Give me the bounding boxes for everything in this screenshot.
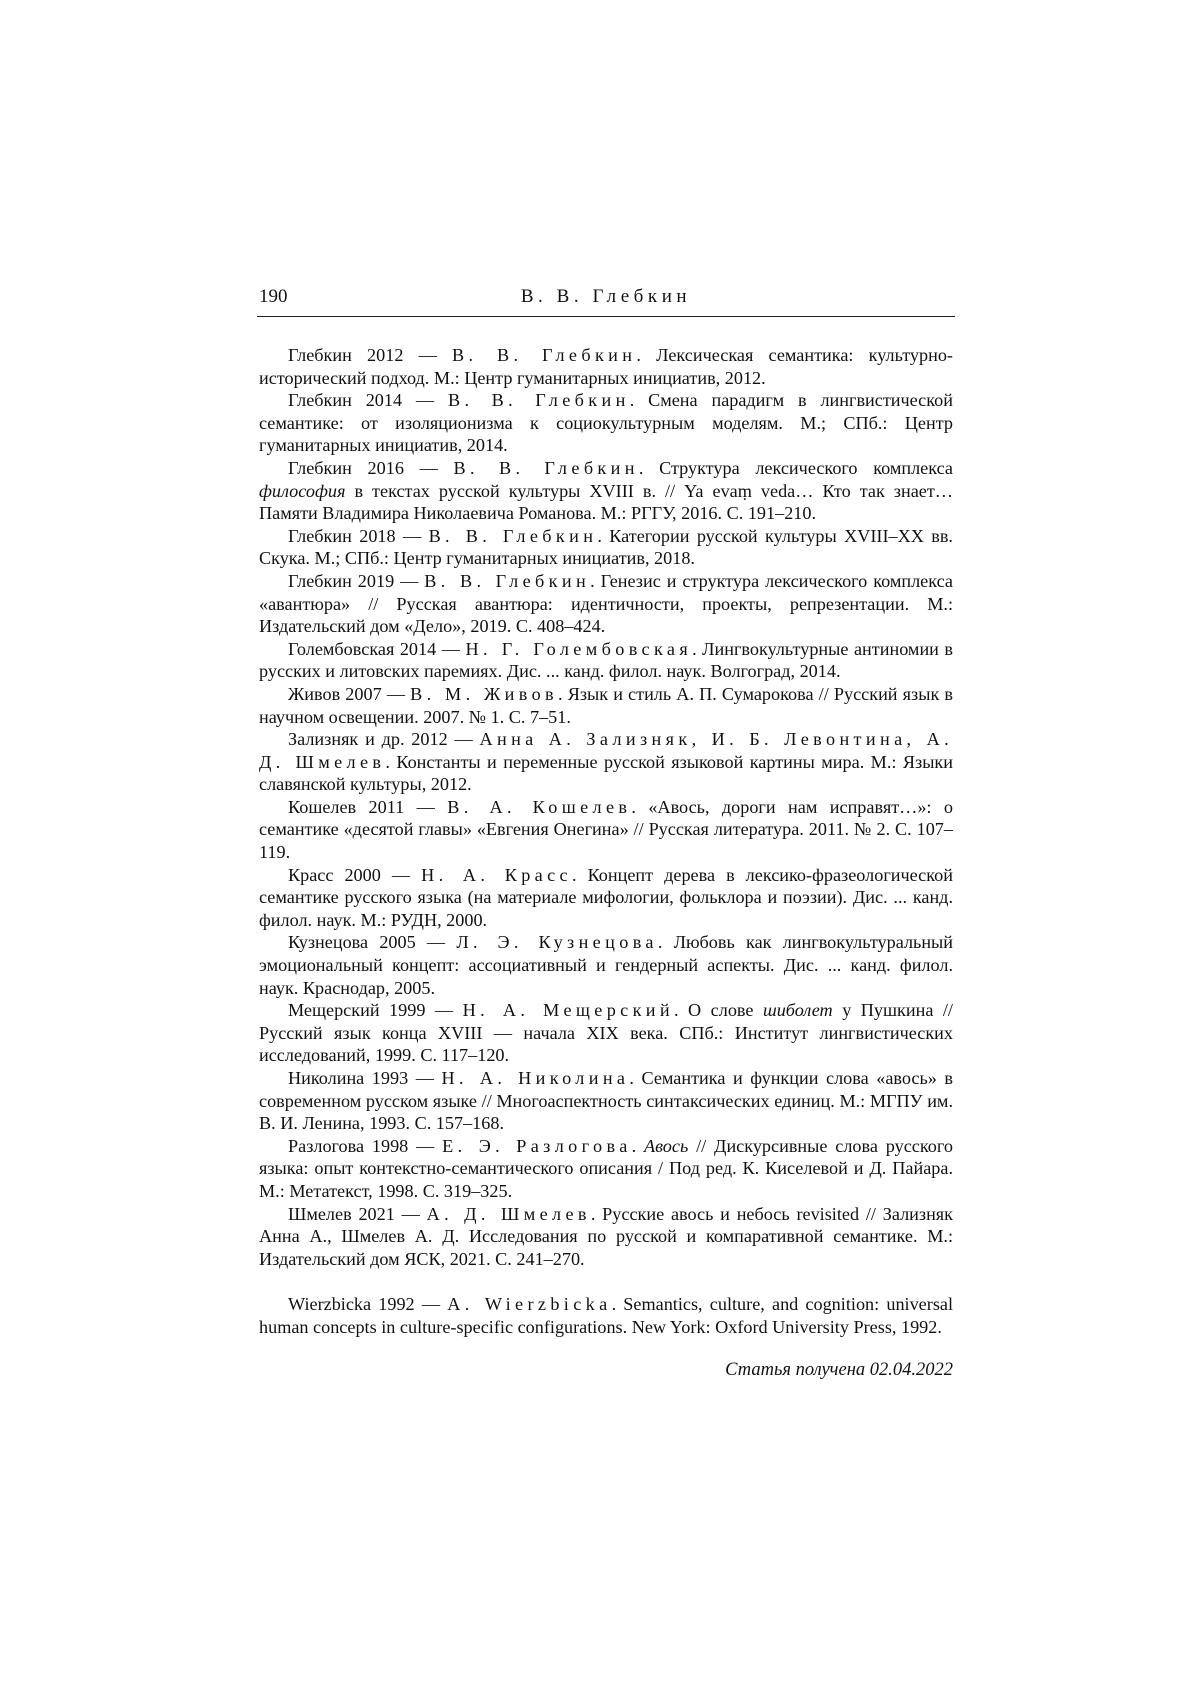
reference-key: Голембовская 2014: [288, 638, 437, 659]
reference-entry: [259, 344, 953, 389]
reference-text: . Любовь как лингвокультуральный эмоциональный концепт: ассоциативный и гендерный аспекты. Дис. ... канд. филол. наук. Краснодар, 2005.: [259, 932, 954, 998]
reference-italic-text: философия: [259, 480, 346, 501]
reference-dash: —: [403, 345, 452, 365]
reference-text: . Концепт дерева в лексико-фразеологической семантике русского языка (на материале мифологии, фольклора и поэзии). Дис. ... канд. филол. наук. М.: РУДН, 2000.: [259, 864, 953, 930]
reference-italic-text: шиболет: [762, 1000, 833, 1021]
reference-key: Глебкин 2019: [288, 570, 395, 591]
section-gap: [259, 1270, 953, 1293]
reference-author: Е. Э. Разлогова: [442, 1135, 632, 1156]
running-title-text: В. В. Глебкин: [520, 286, 692, 307]
reference-entry: [259, 931, 953, 999]
reference-text: . Лексическая семантика: культурно-исторический подход. М.: Центр гуманитарных инициатив, 2012.: [259, 345, 953, 388]
reference-author: В. А. Кошелев: [447, 796, 632, 817]
reference-italic-text: Авось: [644, 1135, 689, 1156]
running-header: [257, 286, 955, 317]
reference-dash: —: [408, 1135, 443, 1156]
reference-author: В. М. Живов: [410, 683, 559, 704]
page-number: 190: [259, 286, 288, 307]
reference-key: Кошелев 2011: [288, 796, 405, 817]
reference-text: . Генезис и структура лексического комплекса «авантюра» // Русская авантюра: идентичности, проекты, репрезентации. М.: Издательский дом «Дело», 2019. С. 408–424.: [259, 570, 953, 637]
reference-key: Николина 1993: [288, 1068, 409, 1088]
reference-entry: [259, 457, 953, 525]
reference-key: Мещерский 1999: [288, 1000, 426, 1021]
reference-author: А. Д. Шмелев: [426, 1203, 591, 1224]
reference-text: . Структура лексического комплекса: [638, 457, 954, 478]
reference-dash: —: [436, 638, 466, 659]
reference-dash: —: [395, 525, 429, 546]
reference-entry: [259, 683, 953, 728]
reference-author: A. Wierzbicka: [447, 1294, 612, 1315]
reference-entry: [259, 728, 953, 796]
reference-entry: [259, 389, 953, 457]
reference-dash: —: [414, 1294, 448, 1315]
reference-text: . Смена парадигм в лингвистической семантике: от изоляционизма к социокультурным моделям. М.; СПб.: Центр гуманитарных инициатив, 2014.: [259, 390, 953, 456]
reference-author: Н. А. Красс: [421, 864, 572, 885]
reference-entry: [259, 638, 953, 683]
reference-dash: —: [404, 796, 448, 817]
reference-author: В. В. Глебкин: [424, 570, 591, 591]
reference-key: Шмелев 2021: [288, 1203, 395, 1224]
reference-key: Разлогова 1998: [288, 1135, 409, 1156]
reference-text: . О слове: [674, 1000, 763, 1021]
reference-author: В. В. Глебкин: [428, 525, 598, 546]
reference-list: [259, 344, 953, 1339]
reference-author: В. В. Глебкин: [453, 457, 639, 478]
reference-author: В. В. Глебкин: [452, 345, 637, 365]
reference-dash: —: [394, 570, 425, 591]
reference-text-continued: // Дискурсивные слова русского языка: опыт контекстно-семантического описания / Под ред. К. Киселевой и Д. Пайара. М.: Метатекст, 1998. С. 319–325.: [259, 1135, 953, 1201]
reference-author: Л. Э. Кузнецова: [456, 932, 658, 953]
reference-text: . Русские авось и небось revisited // Зализняк Анна А., Шмелев А. Д. Исследования по русской и компаративной семантике. М.: Издательский дом ЯСК, 2021. С. 241–270.: [259, 1203, 954, 1269]
reference-dash: —: [408, 1068, 442, 1088]
reference-dash: —: [425, 1000, 463, 1021]
reference-dash: —: [402, 390, 448, 411]
reference-text: .: [631, 1135, 645, 1156]
reference-entry: [259, 864, 953, 932]
reference-entry: [259, 1067, 953, 1135]
reference-key: Глебкин 2012: [288, 345, 404, 365]
reference-entry: [259, 999, 953, 1067]
reference-key: Красс 2000: [288, 864, 381, 885]
reference-author: Н. Г. Голембовская: [465, 638, 693, 659]
reference-dash: —: [381, 683, 411, 704]
reference-dash: —: [447, 729, 480, 750]
reference-text-continued: в текстах русской культуры XVIII в. // Ya evaṃ veda… Кто так знает… Памяти Владимира Николаевича Романова. М.: РГГУ, 2016. С. 191–210.: [259, 480, 953, 524]
reference-author: Н. А. Николина: [441, 1068, 630, 1088]
reference-entry: [259, 525, 953, 570]
reference-author: Анна А. Зализняк, И. Б. Левонтина, А. Д. Шмелев: [259, 729, 954, 772]
received-date-note: Статья получена 02.04.2022: [725, 1360, 953, 1380]
reference-text: . Константы и переменные русской языковой картины мира. М.: Языки славянской культуры, 2012.: [259, 751, 953, 795]
reference-text: . Лингвокультурные антиномии в русских и литовских паремиях. Дис. ... канд. филол. наук. Волгоград, 2014.: [259, 638, 954, 682]
reference-text: . Семантика и функции слова «авось» в современном русском языке // Многоаспектность синтаксических единиц. М.: МГПУ им. В. И. Ленина, 1993. С. 157–168.: [259, 1068, 954, 1134]
reference-key: Живов 2007: [288, 683, 382, 704]
reference-key: Глебкин 2016: [288, 457, 404, 478]
running-title: [257, 286, 955, 308]
reference-text-continued: у Пушкина // Русский язык конца XVIII — начала XIX века. СПб.: Институт лингвистических исследований, 1999. С. 117–120.: [259, 1000, 953, 1066]
reference-entry: [259, 796, 953, 864]
reference-text: . Semantics, culture, and cognition: universal human concepts in culture-specific configurations. New York: Oxford University Press, 1992.: [259, 1294, 954, 1337]
reference-dash: —: [403, 457, 454, 478]
reference-author: Н. А. Мещерский: [462, 1000, 675, 1021]
reference-text: . Язык и стиль А. П. Сумарокова // Русский язык в научном освещении. 2007. № 1. С. 7–51.: [259, 683, 953, 727]
reference-entry: [259, 570, 953, 638]
reference-dash: —: [394, 1203, 427, 1224]
reference-entry: [259, 1203, 953, 1271]
reference-entry: [259, 1135, 953, 1203]
reference-author: В. В. Глебкин: [447, 390, 630, 411]
reference-key: Зализняк и др. 2012: [288, 729, 448, 750]
reference-text: . Категории русской культуры XVIII–XX вв. Скука. М.; СПб.: Центр гуманитарных инициатив, 2018.: [259, 525, 953, 569]
reference-entry: [259, 1293, 953, 1338]
reference-key: Глебкин 2014: [288, 390, 403, 411]
reference-dash: —: [380, 864, 422, 885]
reference-key: Кузнецова 2005: [288, 932, 416, 953]
reference-key: Глебкин 2018: [288, 525, 396, 546]
reference-dash: —: [415, 932, 457, 953]
reference-key: Wierzbicka 1992: [288, 1294, 415, 1315]
reference-text: . «Авось, дороги нам исправят…»: о семантике «десятой главы» «Евгения Онегина» // Русская литература. 2011. № 2. С. 107–119.: [259, 796, 953, 863]
